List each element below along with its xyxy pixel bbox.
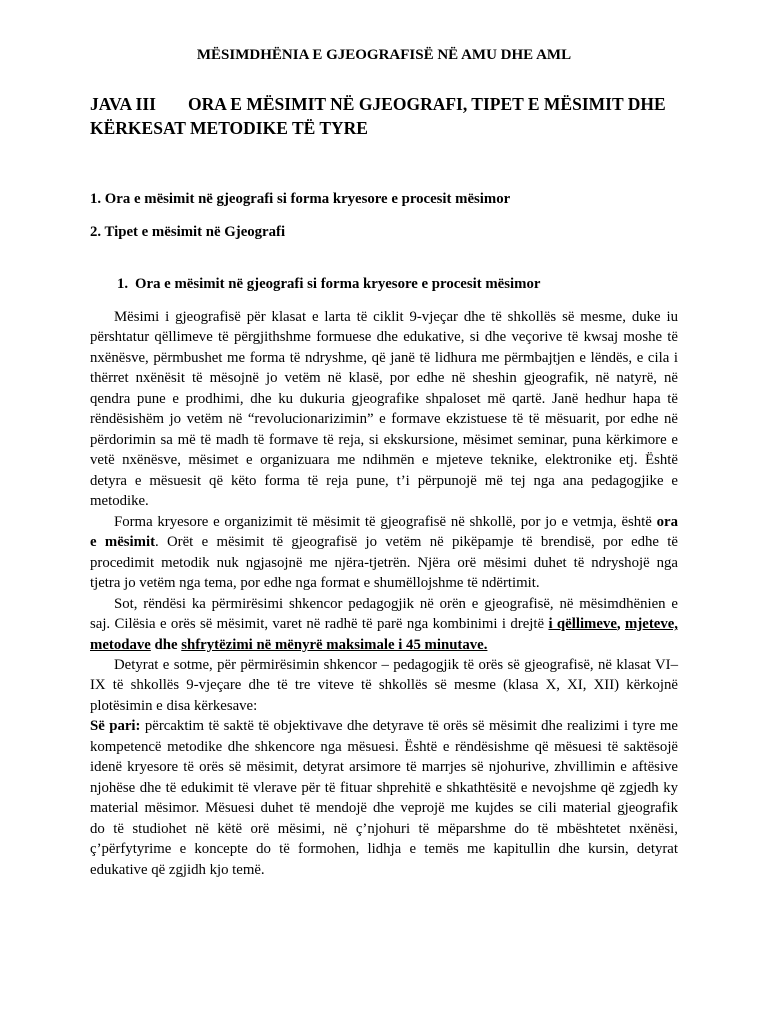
- paragraph-line: do të studiohet në këtë orë mësimi, në ç’njohuri të mëparshme do të mbështetet nxënësi,: [90, 820, 678, 837]
- emphasis-term: shfrytëzimi në mënyrë maksimale i 45 minutave.: [181, 636, 488, 653]
- section-heading: [117, 274, 540, 294]
- paragraph-line: [90, 716, 678, 736]
- bold-term: dhe: [150, 636, 182, 653]
- paragraph-line: [90, 635, 678, 655]
- bold-term: ora: [656, 513, 678, 530]
- bold-term: e mësimit: [90, 534, 155, 551]
- paragraph-line: IX të shkollës 9-vjeçare dhe të tre viteve të shkollës së mesme (klasa X, XI, XII) kërkojnë: [90, 677, 678, 694]
- week-title-line-2: KËRKESAT METODIKE TË TYRE: [90, 118, 368, 138]
- paragraph-line: [90, 532, 678, 552]
- text-run: . Orët e mësimit të gjeografisë jo vetëm në pikëpamje të brendisë, por edhe të: [155, 534, 678, 551]
- bold-term: ,: [616, 616, 625, 633]
- paragraph-line: edukative që zgjidh kjo temë.: [90, 861, 265, 878]
- paragraph-line: tjetra jo vetëm nga tema, por edhe nga format e shumëllojshme të ndërtimit.: [90, 575, 540, 592]
- week-title-line-1: [90, 92, 690, 116]
- document-header: MËSIMDHËNIA E GJEOGRAFISË NË AMU DHE AML: [196, 47, 572, 63]
- paragraph-line: qendra pune e prodhimi, dhe ku dukuria gjeografike shpaloset më qartë. Janë hedhur hapa të: [90, 390, 678, 407]
- emphasis-term: i qëllimeve: [548, 616, 617, 633]
- paragraph-line: idenë kryesore të orës së mësimit, detyrat arsimore të marrjes së njohurive, zhvillimin e aftësive: [90, 759, 678, 776]
- paragraph-line: ç’përfytyrime e koncepte do të formohen, lidhja e temës me kapitullin dhe kursin, detyrat: [90, 841, 678, 858]
- paragraph-line: metodike.: [90, 493, 149, 510]
- section-number: 1.: [117, 276, 129, 292]
- paragraph-line: vetë nxënësve, mësimet e organizuara me ndihmën e mjeteve teknike, elektronike etj. Është: [90, 452, 678, 469]
- section-title: Ora e mësimit në gjeografi si forma kryesore e procesit mësimor: [135, 276, 541, 292]
- week-label: JAVA III: [90, 94, 156, 114]
- outline-item-2: 2. Tipet e mësimit në Gjeografi: [90, 224, 286, 240]
- paragraph-line: Sot, rëndësi ka përmirësimi shkencor pedagogjik në orën e gjeografisë, në mësimdhënien e: [114, 595, 678, 612]
- week-title-text-1: ORA E MËSIMIT NË GJEOGRAFI, TIPET E MËSIMIT DHE: [188, 94, 666, 114]
- paragraph-line: [90, 614, 678, 634]
- paragraph-line: procedimit metodik nuk ngjasojnë me njëra-tjetrën. Njëra orë mësimi duhet të ndryshojë nga: [90, 554, 678, 571]
- paragraph-line: thërret nxënësit të mësojnë jo vetëm në klasë, por edhe në sheshin gjeografik, në natyrë, në: [90, 370, 678, 387]
- paragraph-line: rëndësishëm jo vetëm në “revolucionarizimin” e formave ekzistuese të të mësuarit, por edhe në: [90, 411, 678, 428]
- outline-item-1: 1. Ora e mësimit në gjeografi si forma kryesore e procesit mësimor: [90, 191, 511, 207]
- paragraph-line: përshtatur qëllimeve të përgjithshme formuese dhe edukative, si dhe veçorive të kwsaj moshe të: [90, 329, 678, 346]
- paragraph-line: plotësimin e disa kërkesave:: [90, 697, 258, 714]
- paragraph-line: përdorimin sa më të madh të formave të reja, si ekskursione, mësimet seminar, puna kërkimore e: [90, 431, 678, 448]
- week-title: [90, 92, 690, 140]
- paragraph-line: kompetencë metodike dhe shkencore nga mësuesi. Është e rëndësishme që mësuesi të saktësojë: [90, 738, 678, 755]
- paragraph-line: njohëse dhe të edukimit të vlerave për të fituar shprehitë e shkathtësitë e nevojshme që zgjedh ky: [90, 779, 678, 796]
- paragraph-line: Mësimi i gjeografisë për klasat e larta të ciklit 9-vjeçar dhe të shkollës së mesme, duke iu: [114, 309, 678, 325]
- text-run: Forma kryesore e organizimit të mësimit të gjeografisë në shkollë, por jo e vetmja, është: [114, 513, 657, 530]
- text-run: saj. Cilësia e orës së mësimit, varet në radhë të parë nga kombinimi i drejtë: [90, 616, 549, 633]
- paragraph-line: [90, 512, 678, 532]
- bold-term: Së pari:: [90, 718, 141, 735]
- text-run: përcaktim të saktë të objektivave dhe detyrave të orës së mësimit dhe realizimi i tyre me: [140, 718, 678, 735]
- paragraph-line: material mësimor. Mësuesi duhet të mendojë dhe veprojë me kujdes se cili material gjeografik: [90, 800, 678, 817]
- paragraph-line: Detyrat e sotme, për përmirësimin shkencor – pedagogjik të orës së gjeografisë, në klasat VI–: [114, 656, 678, 673]
- paragraph-line: detyra e mësuesit që këto forma të reja pune, t’i përpunojë më tej nga ana pedagogjike e: [90, 472, 678, 489]
- emphasis-term: metodave: [90, 636, 151, 653]
- emphasis-term: mjeteve,: [625, 616, 678, 633]
- body-text: [90, 307, 678, 880]
- paragraph-line: nxënësve, përmbushet me forma të ndryshme, që janë të lidhura me përmbajtjen e lëndës, e cila i: [90, 349, 678, 366]
